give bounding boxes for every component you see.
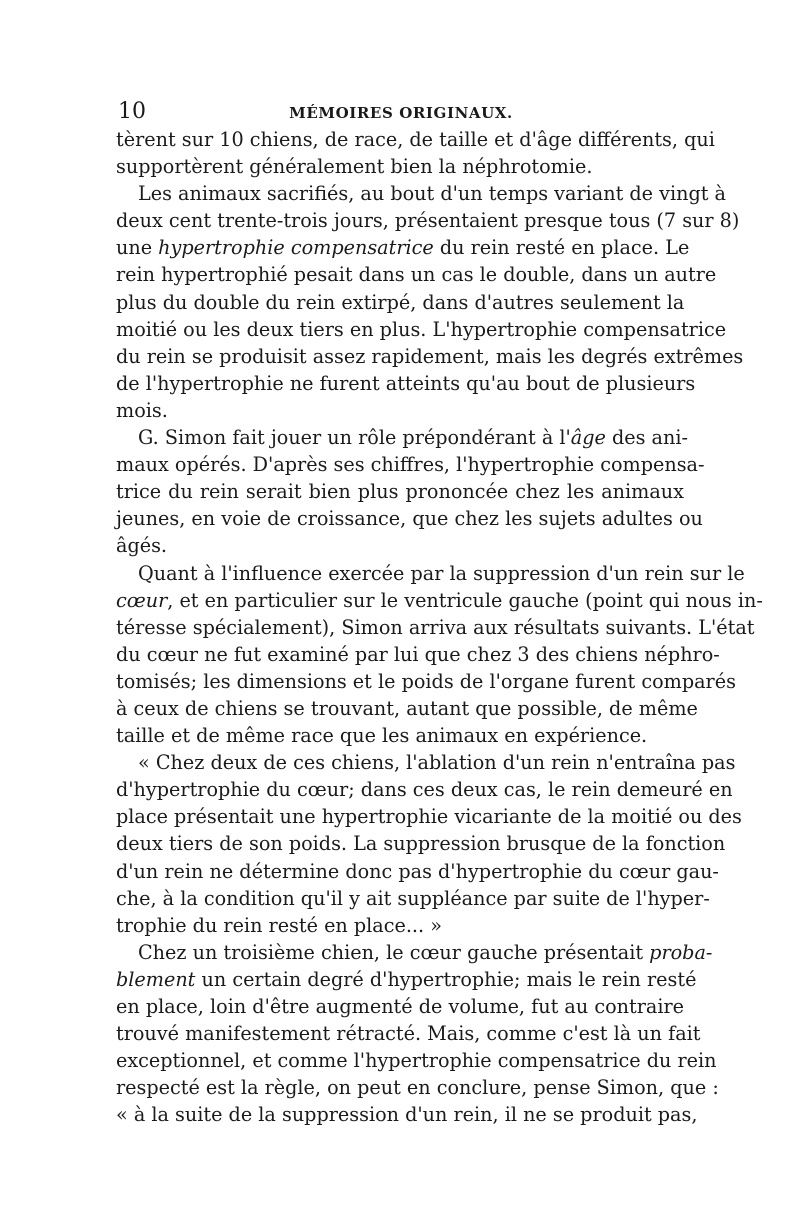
text-line: à ceux de chiens se trouvant, autant que possible, de même [116, 696, 698, 720]
running-title: MÉMOIRES ORIGINAUX. [289, 104, 513, 122]
paragraph-1 [116, 126, 715, 180]
paragraph-3 [116, 424, 705, 559]
text-line: du rein se produisit assez rapidement, mais les degrés extrêmes [116, 344, 744, 368]
text-line: Quant à l'influence exercée par la suppression d'un rein sur le [138, 561, 745, 585]
text-line: respecté est la règle, on peut en conclure, pense Simon, que : [116, 1076, 719, 1100]
body-text [116, 126, 763, 1128]
paragraph-5 [116, 749, 742, 939]
text-line: une hypertrophie compensatrice du rein resté en place. Le [116, 236, 690, 260]
text-line: téresse spécialement), Simon arriva aux résultats suivants. L'état [116, 615, 755, 639]
text-line: deux tiers de son poids. La suppression brusque de la fonction [116, 832, 726, 856]
text-line: Chez un troisième chien, le cœur gauche présentait proba- [138, 940, 713, 964]
text-line: rein hypertrophié pesait dans un cas le double, dans un autre [116, 263, 717, 287]
text-line: trice du rein serait bien plus prononcée chez les animaux [116, 480, 684, 504]
text-line: mois. [116, 398, 168, 422]
text-line: âgés. [116, 534, 168, 558]
text-line: « Chez deux de ces chiens, l'ablation d'un rein n'entraîna pas [138, 751, 736, 775]
text-line: trophie du rein resté en place... » [116, 913, 442, 937]
text-line: de l'hypertrophie ne furent atteints qu'au bout de plusieurs [116, 371, 696, 395]
text-line: plus du double du rein extirpé, dans d'autres seulement la [116, 290, 685, 314]
text-line: moitié ou les deux tiers en plus. L'hypertrophie compensatrice [116, 317, 727, 341]
text-line: du cœur ne fut examiné par lui que chez 3 des chiens néphro- [116, 642, 720, 666]
text-line: supportèrent généralement bien la néphrotomie. [116, 155, 593, 179]
text-line: cœur, et en particulier sur le ventricule gauche (point qui nous in- [116, 588, 763, 612]
text-line: taille et de même race que les animaux en expérience. [116, 724, 648, 748]
text-line: tèrent sur 10 chiens, de race, de taille et d'âge différents, qui [116, 128, 715, 151]
paragraph-4 [116, 560, 763, 750]
paragraph-6 [116, 939, 719, 1129]
text-line: G. Simon fait jouer un rôle prépondérant à l'âge des ani- [138, 426, 688, 450]
text-line: en place, loin d'être augmenté de volume, fut au contraire [116, 995, 684, 1018]
text-line: maux opérés. D'après ses chiffres, l'hypertrophie compensa- [116, 453, 705, 477]
text-line: place présentait une hypertrophie vicariante de la moitié ou des [116, 805, 742, 829]
page-number: 10 [118, 99, 146, 124]
text-line: exceptionnel, et comme l'hypertrophie compensatrice du rein [116, 1049, 717, 1073]
text-line: tomisés; les dimensions et le poids de l'organe furent comparés [116, 669, 736, 693]
text-line: Les animaux sacrifiés, au bout d'un temps variant de vingt à [138, 182, 726, 206]
text-line: « à la suite de la suppression d'un rein, il ne se produit pas, [116, 1103, 698, 1127]
page-header [118, 96, 684, 128]
text-line: trouvé manifestement rétracté. Mais, comme c'est là un fait [116, 1022, 701, 1046]
text-line: blement un certain degré d'hypertrophie; mais le rein resté [116, 967, 697, 991]
text-line: d'hypertrophie du cœur; dans ces deux cas, le rein demeuré en [116, 778, 733, 802]
text-line: che, à la condition qu'il y ait suppléance par suite de l'hyper- [116, 886, 710, 910]
text-line: deux cent trente-trois jours, présentaient presque tous (7 sur 8) [116, 209, 740, 233]
text-line: d'un rein ne détermine donc pas d'hypertrophie du cœur gau- [116, 859, 719, 883]
paragraph-2 [116, 180, 744, 424]
text-line: jeunes, en voie de croissance, que chez les sujets adultes ou [116, 507, 703, 531]
